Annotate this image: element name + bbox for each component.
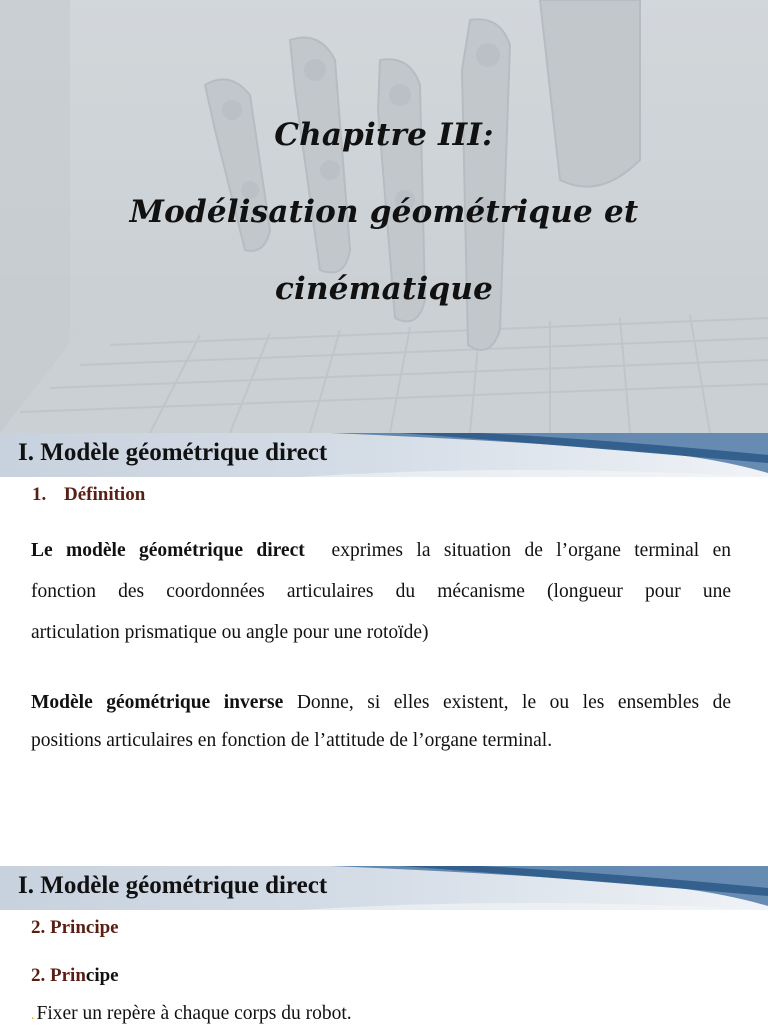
- inverse-model-text-2: positions articulaires en fonction de l’attitude de l’organe terminal.: [31, 730, 553, 751]
- section-principe-heading-repeat: [31, 965, 119, 987]
- slide2-heading: I. Modèle géométrique direct: [18, 872, 328, 899]
- slide1-heading: I. Modèle géométrique direct: [18, 439, 328, 466]
- bullet-item: [31, 1003, 352, 1025]
- principe-heading-red-part: 2. Prin: [31, 965, 86, 986]
- slide2-title-band: [0, 866, 768, 910]
- section-label: Définition: [64, 484, 146, 505]
- inverse-model-text-1: Donne, si elles existent, le ou les ensembles de: [296, 692, 732, 713]
- direct-model-text-2: fonction des coordonnées articulaires du mécanisme (longueur pour une: [31, 581, 731, 602]
- cover-title-line-3: cinématique: [274, 271, 494, 307]
- section-number: 1.: [32, 484, 47, 505]
- direct-model-text-1: exprimes la situation de l’organe terminal en: [331, 540, 732, 561]
- section-principe-heading: 2. Principe: [31, 917, 119, 938]
- bullet-text: Fixer un repère à chaque corps du robot.: [36, 1003, 352, 1024]
- bullet-marker: .: [31, 1008, 35, 1023]
- section-definition-heading: [32, 484, 145, 506]
- inverse-model-term: Modèle géométrique inverse: [31, 692, 284, 713]
- direct-model-text-3: articulation prismatique ou angle pour une rotoïde): [31, 622, 429, 643]
- direct-model-term: Le modèle géométrique direct: [31, 540, 305, 561]
- cover-slide: [0, 0, 768, 433]
- principe-heading-black-part: cipe: [85, 965, 119, 986]
- cover-title-line-1: Chapitre III:: [274, 117, 494, 153]
- paragraph-line: [31, 540, 731, 562]
- cover-title-line-2: Modélisation géométrique et: [129, 194, 639, 230]
- slide1-title-band: [0, 433, 768, 477]
- paragraph-line: [31, 692, 731, 714]
